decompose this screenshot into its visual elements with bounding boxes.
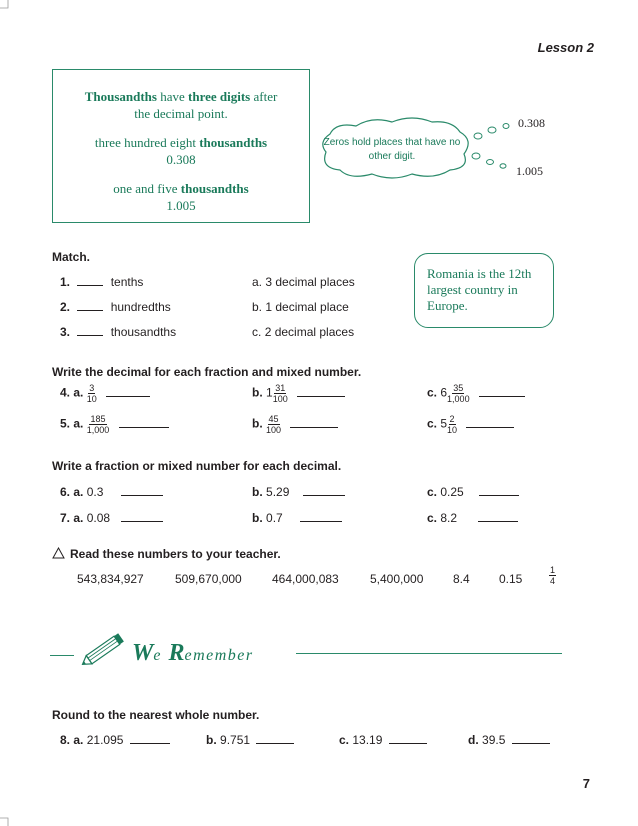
numerator: 3 bbox=[89, 383, 95, 393]
match-label: tenths bbox=[110, 275, 144, 289]
thought-text: Zeros hold places that have no other digit. bbox=[323, 137, 461, 162]
option-text: 3 decimal places bbox=[265, 275, 355, 289]
section5-heading: Round to the nearest whole number. bbox=[52, 708, 260, 722]
numerator: 31 bbox=[275, 383, 286, 393]
question-6c bbox=[427, 485, 519, 499]
part-letter: a. bbox=[73, 511, 84, 525]
match-option-a bbox=[252, 275, 355, 289]
numerator: 185 bbox=[90, 414, 106, 424]
fraction bbox=[87, 414, 110, 435]
question-8b bbox=[206, 733, 294, 747]
answer-blank[interactable] bbox=[479, 395, 525, 397]
question-4c bbox=[427, 383, 525, 404]
part-letter: b. bbox=[252, 511, 263, 525]
info-example2 bbox=[53, 180, 309, 197]
question-5a bbox=[60, 414, 169, 435]
answer-blank[interactable] bbox=[119, 426, 169, 428]
item-number: 2. bbox=[60, 300, 71, 314]
item-number: 6. bbox=[60, 485, 71, 499]
numerator: 35 bbox=[453, 383, 464, 393]
answer-blank[interactable] bbox=[77, 334, 103, 336]
answer-blank[interactable] bbox=[466, 426, 514, 428]
section2-heading: Write the decimal for each fraction and mixed number. bbox=[52, 365, 362, 379]
banner-rule-right bbox=[296, 653, 562, 654]
answer-blank[interactable] bbox=[300, 520, 342, 522]
part-letter: a. bbox=[73, 485, 84, 499]
question-7c bbox=[427, 511, 518, 525]
read-number: 8.4 bbox=[453, 572, 470, 586]
whole-number: 6 bbox=[440, 385, 448, 400]
match-option-c bbox=[252, 325, 354, 339]
info-bold-three-digits: three digits bbox=[188, 89, 251, 104]
question-5b bbox=[252, 414, 338, 435]
title-letters: e bbox=[153, 647, 161, 664]
question-8c bbox=[339, 733, 427, 747]
fraction bbox=[273, 383, 288, 404]
title-letters: emember bbox=[184, 647, 254, 664]
match-label: hundredths bbox=[110, 300, 171, 314]
pencil-icon bbox=[76, 630, 130, 670]
decimal-value: 5.29 bbox=[266, 485, 290, 499]
info-text: three hundred eight bbox=[94, 135, 196, 150]
info-line2: the decimal point. bbox=[134, 106, 228, 121]
crop-mark-top-left bbox=[0, 0, 12, 12]
item-number: 8. bbox=[60, 733, 71, 747]
item-number: 5. bbox=[60, 416, 71, 431]
read-number: 5,400,000 bbox=[370, 572, 424, 586]
section4-heading: Read these numbers to your teacher. bbox=[70, 547, 281, 561]
option-text: 1 decimal place bbox=[265, 300, 349, 314]
info-text: have bbox=[160, 89, 185, 104]
match-item-2 bbox=[60, 300, 171, 314]
question-6b bbox=[252, 485, 345, 499]
fact-box: Romania is the 12th largest country in Europe. bbox=[414, 253, 554, 328]
option-letter: c. bbox=[252, 325, 262, 339]
part-letter: c. bbox=[427, 416, 438, 431]
answer-blank[interactable] bbox=[77, 284, 103, 286]
answer-blank[interactable] bbox=[303, 494, 345, 496]
section3-heading: Write a fraction or mixed number for each decimal. bbox=[52, 459, 342, 473]
info-bold-thousandths: Thousandths bbox=[84, 89, 157, 104]
decimal-value: 9.751 bbox=[220, 733, 251, 747]
option-text: 2 decimal places bbox=[264, 325, 355, 339]
crop-mark-bottom-left bbox=[0, 814, 12, 826]
part-letter: c. bbox=[427, 385, 438, 400]
read-number: 543,834,927 bbox=[77, 572, 144, 586]
numerator: 1 bbox=[550, 565, 556, 575]
denominator: 1,000 bbox=[86, 425, 110, 435]
item-number: 3. bbox=[60, 325, 71, 339]
item-number: 4. bbox=[60, 385, 71, 400]
decimal-value: 0.25 bbox=[440, 485, 464, 499]
whole-number: 1 bbox=[266, 385, 273, 400]
denominator: 100 bbox=[272, 394, 288, 404]
answer-blank[interactable] bbox=[106, 395, 150, 397]
fraction bbox=[447, 383, 470, 404]
info-example1 bbox=[53, 134, 309, 151]
decimal-value: 8.2 bbox=[440, 511, 458, 525]
answer-blank[interactable] bbox=[479, 494, 519, 496]
part-letter: b. bbox=[252, 485, 263, 499]
answer-blank[interactable] bbox=[256, 742, 294, 744]
thought-number-2: 1.005 bbox=[516, 164, 543, 178]
title-initial: R bbox=[168, 640, 185, 666]
answer-blank[interactable] bbox=[512, 742, 550, 744]
part-letter: c. bbox=[427, 511, 438, 525]
decimal-value: 13.19 bbox=[352, 733, 383, 747]
decimal-value: 0.08 bbox=[86, 511, 111, 525]
numerator: 45 bbox=[268, 414, 279, 424]
question-5c bbox=[427, 414, 514, 435]
title-initial: W bbox=[132, 640, 154, 666]
info-line1 bbox=[53, 88, 309, 105]
part-letter: a. bbox=[73, 416, 84, 431]
question-8a bbox=[60, 733, 170, 747]
part-letter: a. bbox=[73, 733, 84, 747]
answer-blank[interactable] bbox=[290, 426, 338, 428]
info-text: after bbox=[253, 89, 278, 104]
answer-blank[interactable] bbox=[389, 742, 427, 744]
part-letter: b. bbox=[206, 733, 217, 747]
triangle-icon bbox=[52, 547, 65, 559]
read-number: 464,000,083 bbox=[272, 572, 339, 586]
banner-rule-left bbox=[50, 655, 74, 656]
info-bold: thousandths bbox=[180, 181, 249, 196]
question-4b bbox=[252, 383, 345, 404]
part-letter: b. bbox=[252, 385, 263, 400]
denominator: 10 bbox=[86, 394, 97, 404]
thought-number-1: 0.308 bbox=[518, 116, 545, 130]
we-remember-title bbox=[132, 640, 254, 667]
match-heading: Match. bbox=[52, 250, 91, 264]
answer-blank[interactable] bbox=[77, 309, 103, 311]
answer-blank[interactable] bbox=[297, 395, 345, 397]
decimal-value: 0.3 bbox=[86, 485, 104, 499]
part-letter: a. bbox=[73, 385, 84, 400]
question-4a bbox=[60, 383, 150, 404]
read-fraction bbox=[549, 565, 556, 586]
match-label: thousandths bbox=[110, 325, 177, 339]
info-bold: thousandths bbox=[199, 135, 268, 150]
part-letter: b. bbox=[252, 416, 263, 431]
whole-number: 5 bbox=[440, 416, 448, 431]
denominator: 1,000 bbox=[447, 394, 470, 404]
fraction bbox=[266, 414, 281, 435]
answer-blank[interactable] bbox=[121, 520, 163, 522]
match-option-b bbox=[252, 300, 349, 314]
option-letter: a. bbox=[252, 275, 263, 289]
item-number: 7. bbox=[60, 511, 71, 525]
question-6a bbox=[60, 485, 163, 499]
page-number: 7 bbox=[582, 776, 590, 791]
fraction bbox=[87, 383, 97, 404]
answer-blank[interactable] bbox=[478, 520, 518, 522]
question-7a bbox=[60, 511, 163, 525]
part-letter: c. bbox=[427, 485, 438, 499]
denominator: 4 bbox=[550, 576, 556, 586]
decimal-value: 39.5 bbox=[482, 733, 506, 747]
denominator: 100 bbox=[266, 425, 282, 435]
info-text: one and five bbox=[113, 181, 178, 196]
match-item-3 bbox=[60, 325, 176, 339]
read-number: 0.15 bbox=[499, 572, 523, 586]
decimal-value: 0.7 bbox=[266, 511, 283, 525]
lesson-label: Lesson 2 bbox=[537, 40, 594, 55]
option-letter: b. bbox=[252, 300, 263, 314]
read-number: 509,670,000 bbox=[175, 572, 242, 586]
denominator: 10 bbox=[447, 425, 458, 435]
answer-blank[interactable] bbox=[130, 742, 170, 744]
info-box bbox=[52, 69, 310, 223]
item-number: 1. bbox=[60, 275, 71, 289]
match-item-1 bbox=[60, 275, 143, 289]
decimal-value: 21.095 bbox=[86, 733, 124, 747]
part-letter: d. bbox=[468, 733, 479, 747]
info-example2-number: 1.005 bbox=[166, 198, 196, 213]
question-8d bbox=[468, 733, 550, 747]
fraction bbox=[447, 414, 457, 435]
answer-blank[interactable] bbox=[121, 494, 163, 496]
info-example1-number: 0.308 bbox=[166, 152, 196, 167]
question-7b bbox=[252, 511, 342, 525]
part-letter: c. bbox=[339, 733, 350, 747]
numerator: 2 bbox=[449, 414, 455, 424]
